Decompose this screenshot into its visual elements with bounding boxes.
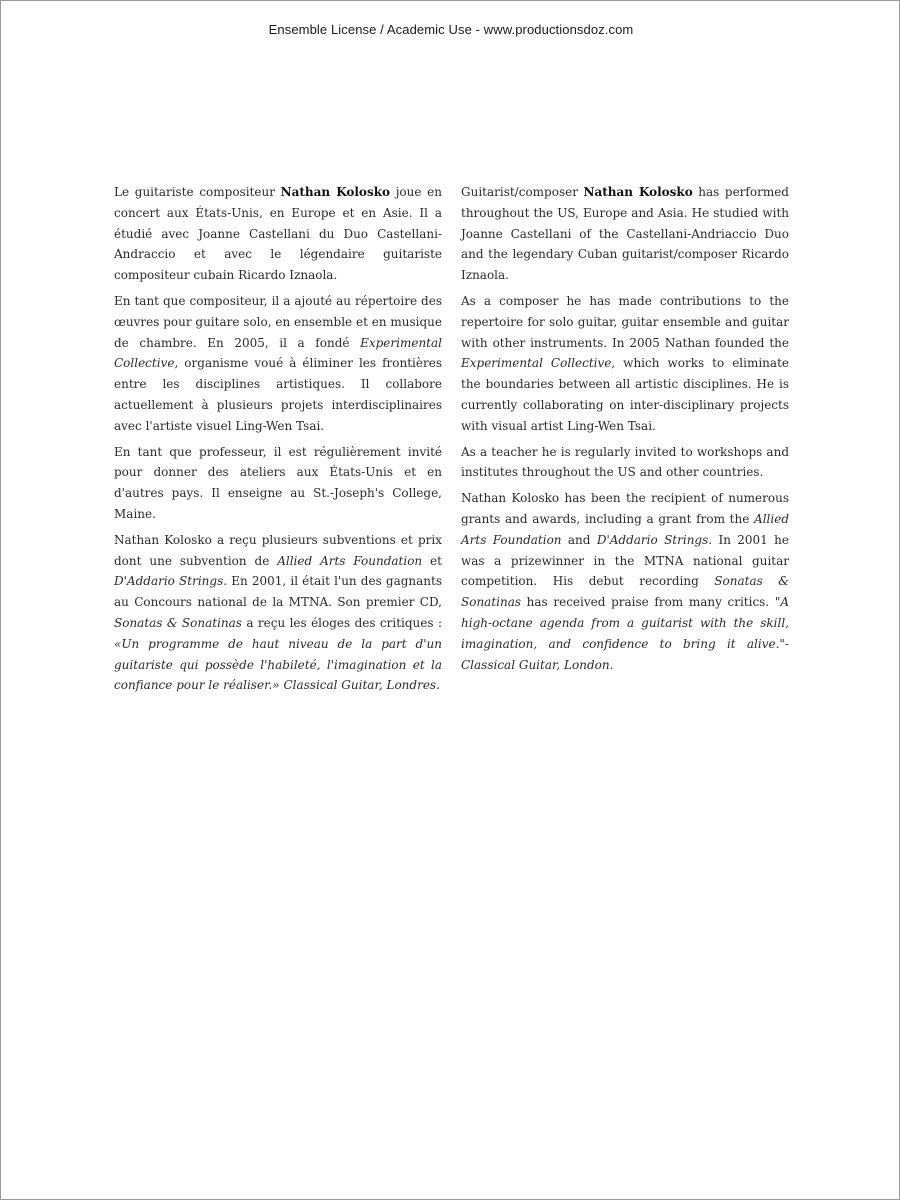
bio-fr-p4-foundation: Allied Arts Foundation bbox=[277, 553, 423, 568]
bio-fr-paragraph-1 bbox=[114, 182, 442, 286]
bio-fr-paragraph-4 bbox=[114, 530, 442, 696]
bio-en-p4-a: Nathan Kolosko has been the recipient of numerous grants and awards, including a grant from the bbox=[461, 491, 789, 526]
bio-fr-p1-name: Nathan Kolosko bbox=[280, 185, 391, 199]
bio-en-p4-quote: "A high-octane agenda from a guitarist with the skill, imagination, and confidence to bring it alive."- Classical Guitar, London. bbox=[461, 595, 789, 672]
bio-en-p1-name: Nathan Kolosko bbox=[583, 185, 693, 199]
bio-en-paragraph-1 bbox=[461, 182, 789, 286]
bio-fr-paragraph-2 bbox=[114, 291, 442, 437]
biography-english-column bbox=[461, 182, 789, 680]
bio-fr-p2-after: , organisme voué à éliminer les frontières entre les disciplines artistiques. Il collabore actuellement à plusieurs projets interdisciplinaires avec l'artiste visuel Ling-Wen Tsai. bbox=[114, 356, 442, 433]
bio-en-p4-album: Sonatas & Sonatinas bbox=[461, 574, 789, 610]
license-header: Ensemble License / Academic Use - www.productionsdoz.com bbox=[268, 22, 634, 37]
bio-fr-p4-quote: «Un programme de haut niveau de la part d'un guitariste qui possède l'habileté, l'imagination et la confiance pour le réaliser.» Classical Guitar, Londres. bbox=[114, 636, 442, 693]
biography-french-column bbox=[114, 182, 442, 701]
bio-fr-p2-before: En tant que compositeur, il a ajouté au répertoire des œuvres pour guitare solo, en ensemble et en musique de chambre. En 2005, il a fondé bbox=[114, 293, 442, 350]
bio-fr-p4-c: a reçu les éloges des critiques : bbox=[241, 615, 442, 630]
bio-fr-p1-rest: joue en concert aux États-Unis, en Europe et en Asie. Il a étudié avec Joanne Castellani du Duo Castellani-Andraccio et avec le légendaire guitariste compositeur cubain Ricardo Iznaola. bbox=[114, 185, 442, 283]
bio-en-p2-before: As a composer he has made contributions to the repertoire for solo guitar, guitar ensemble and guitar with other instruments. In 2005 Nathan founded the bbox=[461, 293, 789, 350]
bio-fr-p1-intro: Le guitariste compositeur bbox=[114, 185, 281, 199]
bio-en-p1-rest: has performed throughout the US, Europe and Asia. He studied with Joanne Castellani of the Castellani-Andriaccio Duo and the legendary Cuban guitarist/composer Ricardo Iznaola. bbox=[461, 185, 789, 283]
bio-en-p4-and: and bbox=[561, 532, 597, 547]
bio-fr-p4-and: et bbox=[422, 553, 442, 568]
bio-fr-paragraph-3: En tant que professeur, il est régulièrement invité pour donner des ateliers aux États-Unis et en d'autres pays. Il enseigne au St.-Joseph's College, Maine. bbox=[114, 444, 442, 521]
bio-en-p4-strings: D'Addario Strings bbox=[596, 532, 709, 547]
bio-en-paragraph-2 bbox=[461, 291, 789, 437]
bio-fr-p4-b: . En 2001, il était l'un des gagnants au Concours national de la MTNA. Son premier CD, bbox=[114, 574, 443, 610]
bio-en-p4-b: . In 2001 he was a prizewinner in the MTNA national guitar competition. His debut recording bbox=[461, 532, 789, 589]
bio-fr-p4-strings: D'Addario Strings bbox=[114, 574, 224, 589]
bio-fr-p4-a: Nathan Kolosko a reçu plusieurs subventions et prix dont une subvention de bbox=[114, 532, 442, 568]
bio-en-p2-collective: Experimental Collective bbox=[461, 356, 612, 371]
bio-en-p1-intro: Guitarist/composer bbox=[461, 185, 584, 199]
bio-en-p2-after: , which works to eliminate the boundaries between all artistic disciplines. He is currently collaborating on inter-disciplinary projects with visual artist Ling-Wen Tsai. bbox=[461, 356, 789, 433]
bio-fr-p2-collective: Experimental Collective bbox=[114, 335, 442, 371]
bio-en-paragraph-4 bbox=[461, 488, 789, 675]
bio-fr-p4-album: Sonatas & Sonatinas bbox=[114, 615, 242, 630]
bio-en-p4-foundation: Allied Arts Foundation bbox=[461, 511, 789, 547]
bio-en-p4-c: has received praise from many critics. bbox=[521, 595, 775, 610]
bio-en-paragraph-3: As a teacher he is regularly invited to workshops and institutes throughout the US and other countries. bbox=[461, 444, 789, 480]
